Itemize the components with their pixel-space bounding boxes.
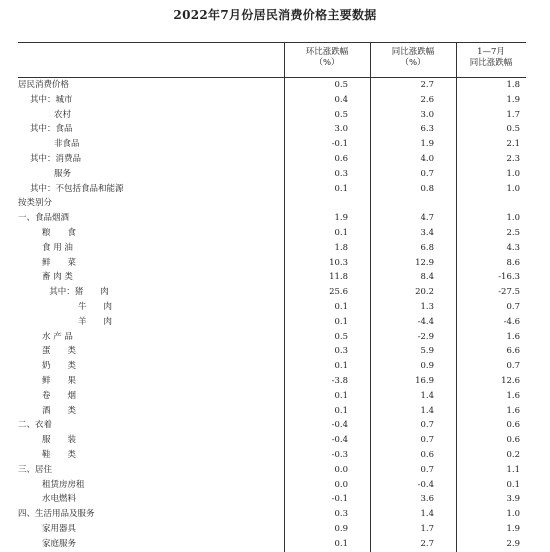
header-mom-line2: （%）	[314, 58, 340, 68]
ytd-value: 2.9	[506, 538, 520, 549]
table-row	[18, 211, 526, 226]
ytd-value: 0.6	[506, 420, 520, 431]
yoy-value: -2.9	[417, 331, 434, 342]
table-row	[18, 241, 526, 256]
table-row	[18, 167, 526, 182]
mom-value: -0.3	[331, 449, 348, 460]
row-label: 一、食品烟酒	[18, 213, 70, 224]
table-row	[18, 300, 526, 315]
table-row	[18, 137, 526, 152]
header-mom	[284, 47, 370, 69]
ytd-value: 1.6	[506, 390, 520, 401]
mom-value: 0.1	[334, 405, 348, 416]
ytd-value: 1.8	[506, 80, 520, 90]
yoy-value: 0.7	[420, 420, 434, 431]
table-row	[18, 478, 526, 493]
ytd-value: 2.5	[506, 227, 520, 238]
row-label: 其中：食品	[30, 124, 73, 135]
table-header	[18, 42, 526, 78]
row-label: 水 产 品	[42, 331, 73, 342]
yoy-value: 1.7	[420, 523, 434, 534]
ytd-value: 0.6	[506, 435, 520, 446]
row-label: 奶 类	[42, 361, 77, 372]
ytd-value: 1.1	[506, 464, 520, 475]
ytd-value: -16.3	[498, 272, 520, 283]
yoy-value: 1.4	[420, 405, 434, 416]
table-row	[18, 285, 526, 300]
mom-value: 0.1	[334, 316, 348, 327]
ytd-value: 6.6	[506, 346, 520, 357]
mom-value: 1.9	[334, 213, 348, 224]
ytd-value: 1.0	[506, 213, 520, 224]
mom-value: -0.4	[331, 435, 348, 446]
table-row	[18, 196, 526, 211]
row-label: 服 装	[42, 435, 77, 446]
row-label: 其中：不包括食品和能源	[30, 183, 124, 194]
page-title: 2022年7月份居民消费价格主要数据	[173, 8, 377, 22]
yoy-value: 6.3	[420, 124, 434, 135]
ytd-value: -27.5	[498, 287, 520, 298]
row-label: 服务	[54, 168, 72, 179]
row-label: 蛋 类	[42, 346, 77, 357]
row-label: 酒 类	[42, 405, 77, 416]
mom-value: -0.4	[331, 420, 348, 431]
yoy-value: 6.8	[420, 242, 434, 253]
table-row	[18, 344, 526, 359]
yoy-value: 4.7	[420, 213, 434, 224]
yoy-value: 1.3	[420, 301, 434, 312]
row-label: 粮 食	[42, 227, 77, 238]
yoy-value: 4.0	[420, 153, 434, 164]
ytd-value: 0.7	[506, 301, 520, 312]
ytd-value: 1.6	[506, 405, 520, 416]
yoy-value: -4.4	[417, 316, 434, 327]
table-row	[18, 522, 526, 537]
header-yoy	[370, 47, 456, 69]
yoy-value: -0.4	[417, 479, 434, 490]
yoy-value: 3.6	[420, 494, 434, 505]
ytd-value: 2.1	[506, 139, 520, 150]
mom-value: 10.3	[329, 257, 348, 268]
header-ytd	[456, 47, 526, 69]
mom-value: 0.0	[334, 464, 348, 475]
row-label: 农村	[54, 109, 72, 120]
ytd-value: -4.6	[503, 316, 520, 327]
mom-value: 0.3	[334, 509, 348, 520]
mom-value: 0.5	[334, 109, 348, 120]
yoy-value: 3.0	[420, 109, 434, 120]
header-ytd-line2: 同比涨跌幅	[469, 58, 513, 68]
table-row	[18, 226, 526, 241]
mom-value: 0.1	[334, 390, 348, 401]
table-row	[18, 404, 526, 419]
row-label: 其中：城市	[30, 94, 73, 105]
mom-value: 25.6	[329, 287, 348, 298]
table-row	[18, 315, 526, 330]
table-row	[18, 78, 526, 93]
table-row	[18, 448, 526, 463]
ytd-value: 3.9	[506, 494, 520, 505]
yoy-value: 1.4	[420, 509, 434, 520]
mom-value: 0.5	[334, 80, 348, 90]
mom-value: 0.3	[334, 168, 348, 179]
mom-value: 0.1	[334, 538, 348, 549]
row-label: 三、居住	[18, 464, 53, 475]
table-row	[18, 256, 526, 271]
mom-value: 0.1	[334, 301, 348, 312]
table-row	[18, 389, 526, 404]
yoy-value: 1.4	[420, 390, 434, 401]
table-row	[18, 433, 526, 448]
row-label: 按类别分	[18, 198, 53, 209]
ytd-value: 0.1	[506, 479, 520, 490]
row-label: 鲜 果	[42, 375, 77, 386]
ytd-value: 1.9	[506, 94, 520, 105]
row-label: 家庭服务	[42, 538, 77, 549]
table-row	[18, 418, 526, 433]
mom-value: 0.9	[334, 523, 348, 534]
mom-value: 0.1	[334, 361, 348, 372]
yoy-value: 2.7	[420, 538, 434, 549]
table-row	[18, 93, 526, 108]
ytd-value: 8.6	[506, 257, 520, 268]
yoy-value: 0.7	[420, 168, 434, 179]
yoy-value: 12.9	[415, 257, 434, 268]
ytd-value: 4.3	[506, 242, 520, 253]
mom-value: 1.8	[334, 242, 348, 253]
row-label: 租赁房房租	[42, 479, 85, 490]
ytd-value: 12.6	[501, 375, 520, 386]
yoy-value: 1.9	[420, 139, 434, 150]
yoy-value: 0.8	[420, 183, 434, 194]
row-label: 畜 肉 类	[42, 272, 73, 283]
mom-value: -0.1	[331, 494, 348, 505]
ytd-value: 2.3	[506, 153, 520, 164]
row-label: 水电燃料	[42, 494, 77, 505]
ytd-value: 0.5	[506, 124, 520, 135]
mom-value: 0.4	[334, 94, 348, 105]
header-yoy-line2: （%）	[400, 58, 426, 68]
yoy-value: 5.9	[420, 346, 434, 357]
row-label: 羊 肉	[78, 316, 113, 327]
table-row	[18, 122, 526, 137]
yoy-value: 20.2	[415, 287, 434, 298]
yoy-value: 3.4	[420, 227, 434, 238]
row-label: 二、衣着	[18, 420, 53, 431]
mom-value: 0.1	[334, 227, 348, 238]
mom-value: 0.3	[334, 346, 348, 357]
ytd-value: 0.2	[506, 449, 520, 460]
yoy-value: 0.7	[420, 435, 434, 446]
header-ytd-line1: 1—7月	[477, 47, 505, 57]
yoy-value: 8.4	[420, 272, 434, 283]
mom-value: -3.8	[331, 375, 348, 386]
yoy-value: 2.7	[420, 80, 434, 90]
yoy-value: 16.9	[415, 375, 434, 386]
ytd-value: 1.9	[506, 523, 520, 534]
row-label: 鞋 类	[42, 449, 77, 460]
header-yoy-line1: 同比涨跌幅	[391, 47, 435, 57]
row-label: 其中：猪 肉	[49, 287, 109, 298]
yoy-value: 0.6	[420, 449, 434, 460]
table-row	[18, 108, 526, 123]
table-row	[18, 270, 526, 285]
row-label: 居民消费价格	[18, 80, 70, 90]
yoy-value: 0.7	[420, 464, 434, 475]
table-row	[18, 330, 526, 345]
ytd-value: 0.7	[506, 361, 520, 372]
ytd-value: 1.6	[506, 331, 520, 342]
row-label: 非食品	[54, 139, 80, 150]
row-label: 家用器具	[42, 523, 77, 534]
table-row	[18, 182, 526, 197]
header-mom-line1: 环比涨跌幅	[305, 47, 349, 57]
row-label: 四、生活用品及服务	[18, 509, 95, 520]
ytd-value: 1.0	[506, 168, 520, 179]
yoy-value: 0.9	[420, 361, 434, 372]
yoy-value: 2.6	[420, 94, 434, 105]
ytd-value: 1.0	[506, 183, 520, 194]
mom-value: 0.5	[334, 331, 348, 342]
table-row	[18, 537, 526, 552]
mom-value: 0.1	[334, 183, 348, 194]
table-body	[18, 78, 526, 552]
mom-value: 11.8	[329, 272, 348, 283]
ytd-value: 1.0	[506, 509, 520, 520]
mom-value: 3.0	[334, 124, 348, 135]
row-label: 卷 烟	[42, 390, 77, 401]
row-label: 食 用 油	[42, 242, 73, 253]
table-row	[18, 152, 526, 167]
ytd-value: 1.7	[506, 109, 520, 120]
mom-value: -0.1	[331, 139, 348, 150]
row-label: 其中：消费品	[30, 153, 82, 164]
row-label: 鲜 菜	[42, 257, 77, 268]
table-row	[18, 507, 526, 522]
cpi-table	[18, 42, 526, 552]
table-row	[18, 374, 526, 389]
table-row	[18, 463, 526, 478]
table-row	[18, 492, 526, 507]
row-label: 牛 肉	[78, 301, 113, 312]
table-row	[18, 359, 526, 374]
mom-value: 0.6	[334, 153, 348, 164]
mom-value: 0.0	[334, 479, 348, 490]
